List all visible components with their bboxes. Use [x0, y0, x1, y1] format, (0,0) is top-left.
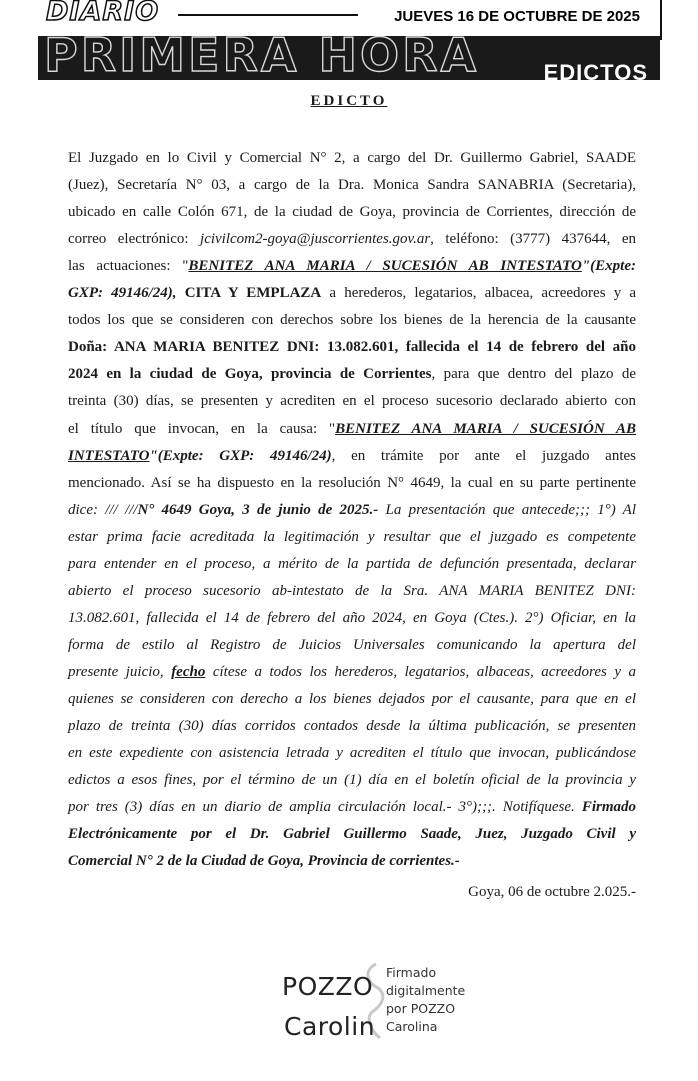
text-run: plazo de treinta (30) días corridos contados desde la última publicación, se presenten	[68, 718, 636, 735]
body-line	[68, 307, 636, 334]
signer-name-line2: Carolin	[284, 1012, 376, 1041]
signature-caption-line: Firmado	[386, 965, 437, 980]
text-run: La presentación que antecede;;; 1°) Al	[378, 501, 637, 518]
body-line	[68, 253, 636, 280]
place-and-date: Goya, 06 de octubre 2.025.-	[468, 884, 636, 901]
body-line	[68, 740, 636, 767]
body-line	[68, 226, 636, 253]
body-line	[68, 388, 636, 415]
body-line	[68, 443, 636, 470]
newspaper-logo: PRIMERA HORA	[44, 28, 480, 82]
text-run: , en trámite por ante el juzgado antes	[331, 447, 636, 464]
signature-caption-line: por POZZO	[386, 1001, 456, 1016]
text-run: abierto el proceso sucesorio ab-intestato de la Sra. ANA MARIA BENITEZ DNI:	[68, 582, 636, 599]
signature-caption	[386, 964, 465, 1036]
body-line	[68, 334, 636, 361]
text-run: Electrónicamente por el Dr. Gabriel Guillermo Saade, Juez, Juzgado Civil y	[68, 826, 636, 843]
text-run: correo electrónico:	[68, 231, 201, 248]
text-run: presente juicio,	[68, 663, 172, 680]
date-frame	[660, 0, 662, 40]
text-run: para entender en el proceso, a mérito de la partida de defunción presentada, declarar	[68, 555, 636, 572]
section-label: EDICTOS	[543, 62, 648, 80]
body-line	[68, 686, 636, 713]
body-line	[68, 524, 636, 551]
text-run: fecho	[171, 663, 206, 680]
body-line	[68, 145, 636, 172]
text-run: las actuaciones: "	[68, 258, 189, 275]
text-run: a herederos, legatarios, albacea, acreedores y a	[321, 285, 636, 302]
body-line	[68, 416, 636, 443]
text-run: , teléfono: (3777) 437644, en	[430, 231, 636, 248]
text-run: GXP: 49146/24),	[68, 285, 185, 302]
text-run: El Juzgado en lo Civil y Comercial N° 2, a cargo del Dr. Guillermo Gabriel, SAADE	[68, 150, 636, 166]
newspaper-label: DIARIO	[46, 0, 160, 27]
body-line	[68, 605, 636, 632]
body-line	[68, 280, 636, 307]
text-run: Comercial N° 2 de la Ciudad de Goya, Provincia de corrientes.-	[68, 853, 460, 870]
masthead	[38, 0, 660, 80]
text-run: Doña: ANA MARIA BENITEZ DNI: 13.082.601, fallecida el 14 de febrero del año	[68, 339, 636, 356]
body-line	[68, 172, 636, 199]
text-run: dice: /// ///	[68, 501, 138, 518]
text-run: , para que dentro del plazo de	[431, 366, 636, 383]
text-run: el título que invocan, en la causa: "	[68, 420, 336, 437]
body-line	[68, 361, 636, 388]
text-run: (Juez), Secretaría N° 03, a cargo de la Dra. Monica Sandra SANABRIA (Secretaria),	[68, 177, 636, 194]
text-run: Firmado	[581, 799, 636, 816]
text-run: forma de estilo al Registro de Juicios Universales comunicando la apertura del	[68, 636, 636, 653]
body-line	[68, 848, 636, 875]
body-line	[68, 578, 636, 605]
document-title	[0, 93, 698, 110]
body-line	[68, 632, 636, 659]
text-run: por tres (3) días en un diario de amplia circulación local.- 3°);;;. Notifíquese.	[68, 799, 582, 816]
body-line	[68, 497, 636, 524]
text-run: cítese a todos los herederos, legatarios, albaceas, acreedores y a	[205, 663, 637, 680]
text-run: jcivilcom2-goya@juscorrientes.gov.ar	[200, 231, 431, 248]
text-run: mencionado. Así se ha dispuesto en la resolución N° 4649, la cual en su parte pertinente	[68, 474, 636, 491]
text-run: BENITEZ ANA MARIA / SUCESIÓN AB	[335, 420, 636, 437]
text-run: treinta (30) días, se presenten y acrediten en el proceso sucesorio declarado abierto con	[68, 393, 636, 410]
body-line	[68, 767, 636, 794]
text-run: en este expediente con asistencia letrada y acrediten el título que invocan, publicándose	[68, 745, 636, 762]
text-run: BENITEZ ANA MARIA / SUCESIÓN AB INTESTATO	[188, 258, 582, 275]
masthead-rule	[178, 14, 358, 16]
text-run: todos los que se consideren con derechos sobre los bienes de la herencia de la causante	[68, 312, 636, 329]
signature-caption-line: Carolina	[386, 1019, 438, 1034]
text-run: N° 4649 Goya, 3 de junio de 2025.-	[137, 501, 379, 518]
signature-caption-line: digitalmente	[386, 983, 466, 998]
signer-name-line1: POZZO	[282, 972, 374, 1001]
body-line	[68, 821, 636, 848]
text-run: INTESTATO	[68, 447, 150, 464]
document-title-text: EDICTO	[310, 93, 388, 109]
body-line	[68, 659, 636, 686]
body-line	[68, 199, 636, 226]
body-line	[68, 713, 636, 740]
text-run: estar prima facie acreditada la legitimación y resultar que el juzgado es competente	[68, 528, 636, 545]
text-run: ubicado en calle Colón 671, de la ciudad de Goya, provincia de Corrientes, dirección de	[68, 204, 636, 221]
text-run: "	[581, 258, 591, 275]
issue-date: JUEVES 16 DE OCTUBRE DE 2025	[394, 8, 640, 25]
text-run: 13.082.601, fallecida el 14 de febrero del año 2024, en Goya (Ctes.). 2°) Oficiar, en la	[68, 609, 636, 626]
body-line	[68, 551, 636, 578]
body-line	[68, 794, 636, 821]
digital-signature	[282, 960, 502, 1050]
body-line	[68, 470, 636, 497]
text-run: quienes se consideren con derecho a los bienes dejados por el causante, para que en el	[68, 691, 636, 707]
text-run: 2024 en la ciudad de Goya, provincia de Corrientes	[68, 366, 432, 383]
text-run: "(Expte: GXP: 49146/24)	[149, 447, 332, 464]
text-run: edictos a esos fines, por el término de un (1) día en el boletín oficial de la provincia y	[68, 772, 636, 789]
text-run: (Expte:	[590, 258, 636, 275]
text-run: CITA Y EMPLAZA	[184, 285, 322, 302]
